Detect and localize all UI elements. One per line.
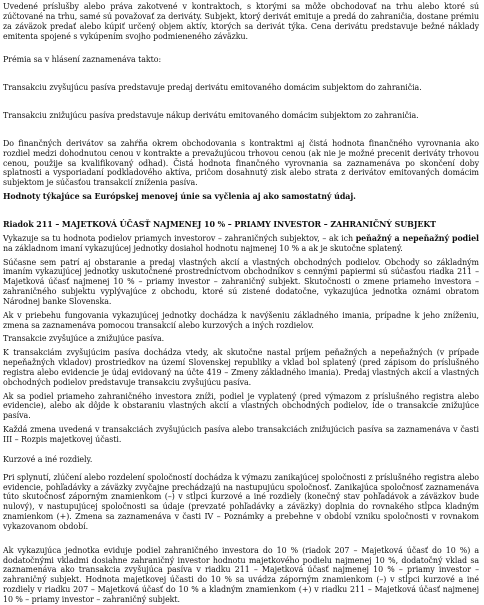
paragraph-reported-value-part2: na základnom imaní vykazujúcej jednotky dosiahol hodnotu najmenej 10 % a ak je skutočne splatený. <box>3 243 403 253</box>
paragraph-emu-values: Hodnoty týkajúce sa Európskej menovej únie sa vyčlenia aj ako samostatný údaj. <box>3 192 356 202</box>
paragraph-merger: Pri splynutí, zlúčení alebo rozdelení spoločností dochádza k výmazu zanikajúcej spoločnosti z príslušného registra alebo evidencie, pohľadávky a záväzky zvyčajne prechádzajú na nastupujúcu spoločnosť. Zanikajúca spoločnosť zaznamenáva túto skutočnosť záporným znamienkom (–) v stĺpci kurzové a iné rozdiely (konečný stav pohľadávok a záväzkov bude nulový), v nastupujúcej spoločnosti sa údaje (prevzaté pohľadávky a záväzky) doplnia do rovnakého stĺpca kladným znamienkom (+). Zmena sa zaznamenáva v časti IV – Poznámky a prebehne v období vzniku spoločnosti v rovnakom vykazovanom období. <box>3 472 479 531</box>
section-heading-row-211: Riadok 211 – MAJETKOVÁ ÚČASŤ NAJMENEJ 10 % – PRIAMY INVESTOR – ZAHRANIČNÝ SUBJEKT <box>3 219 436 229</box>
paragraph-capital-change: Ak v priebehu fungovania vykazujúcej jednotky dochádza k navýšeniu základného imania, prípadne k jeho zníženiu, zmena sa zaznamenáva pomocou transakcií alebo kurzových a iných rozdielov. <box>3 310 479 330</box>
paragraph-each-change: Každá zmena uvedená v transakciách zvyšujúcich pasíva alebo transakciách znižujúcich pasíva sa zaznamenáva v časti III – Rozpis majetkovej účasti. <box>3 425 479 444</box>
document-page <box>3 2 479 605</box>
paragraph-exchange-differences: Kurzové a iné rozdiely. <box>3 454 93 464</box>
paragraph-premia: Prémia sa v hlásení zaznamenáva takto: <box>3 55 162 65</box>
paragraph-reported-value-bold: peňažný a nepeňažný podiel <box>355 233 479 243</box>
paragraph-reported-value-part1: Vykazuje sa tu hodnota podielov priamych investorov – zahraničných subjektov, – ak ich <box>3 233 356 243</box>
paragraph-transaction-decrease: Transakciu znižujúcu pasíva predstavuje nákup derivátu emitovaného domácim subjektom zo zahraničia. <box>3 111 419 121</box>
paragraph-transaction-increase: Transakciu zvyšujúcu pasíva predstavuje predaj derivátu emitovaného domácim subjektom do zahraničia. <box>3 83 422 93</box>
paragraph-increase-transactions: K transakciám zvyšujúcim pasíva dochádza vtedy, ak skutočne nastal príjem peňažných a nepeňažných (v prípade nepeňažných vkladov) prostriedkov na území Slovenskej republiky a vklad bol splatený (pred zápisom do príslušného registra alebo evidencie je údaj evidovaný na účte 419 – Zmeny základného imania). Predaj vlastných akcií a vlastných obchodných podielov predstavuje transakciu zvyšujúcu pasíva. <box>3 348 479 387</box>
paragraph-financial-derivatives: Do finančných derivátov sa zahŕňa okrem obchodovania s kontraktmi aj čistá hodnota finančného vyrovnania ako rozdiel medzi dohodnutou cenou v kontrakte a prevažujúcou trhovou cenou (ak nie je možné precenit deriváty trhovou cenou, použije sa kvalifikovaný odhad). Čistá hodnota finančného vyrovnania sa zaznamenáva po skončení doby splatnosti a vysporiadaní podkladového aktíva, pričom dosahnutý zisk alebo strata z derivátov emitovaných domácim subjektom je súčasťou transakcií zníženia pasíva. <box>3 138 479 188</box>
paragraph-investor-threshold: Ak vykazujúca jednotka eviduje podiel zahraničného investora do 10 % (riadok 207 – Majetková účasť do 10 %) a dodatočnými vkladmi dosiahne zahraničný investor hodnotu majetkového podielu najmenej 10 %, dodatočný vklad sa zaznamenáva ako transakcia zvyšujúca pasíva v riadku 211 – Majetková účasť najmenej 10 % – priamy investor – zahraničný subjekt. Hodnota majetkovej účasti do 10 % sa uvádza záporným znamienkom (–) v stĺpci kurzové a iné rozdiely v riadku 207 – Majetková účasť do 10 % a kladným znamienkom (+) v riadku 211 – Majetková účasť najmenej 10 % – priamy investor – zahraničný subjekt. <box>3 545 479 604</box>
paragraph-own-shares: Súčasne sem patrí aj obstaranie a predaj vlastných akcií a vlastných obchodných podielov. Obchody so základným imaním vykazujúcej jednotky uskutočnené prostredníctvom obchodníkov s cennými papiermi sú súčasťou riadka 211 – Majetková účasť najmenej 10 % – priamy investor – zahraničný subjekt. Skutočnosti o zmene priameho investora – zahraničného subjektu vyplývajúce z obchodu, ktoré sú zistené dodatočne, vykazujúca jednotka oznámi obratom Národnej banke Slovenska. <box>3 257 479 306</box>
paragraph-transactions-title: Transakcie zvyšujúce a znižujúce pasíva. <box>3 334 165 344</box>
paragraph-decrease-transactions: Ak sa podiel priameho zahraničného investora zníži, podiel je vyplatený (pred výmazom z príslušného registra alebo evidencie), alebo ak dôjde k obstaraniu vlastných akcií a vlastných obchodných podielov, ide o transakcie znižujúce pasíva. <box>3 391 479 421</box>
paragraph-reported-value <box>3 234 479 254</box>
paragraph-intro: Uvedené príslušby alebo práva zakotvené v kontraktoch, s ktorými sa môže obchodovať na trhu alebo ktoré sú zúčtované na trhu, samé sú považovať za deriváty. Subjekt, ktorý derivát emituje a predá do zahraničia, dostane prémiu za záväzok predať alebo kúpiť určený objem aktív, ktorých sa derivát týka. Cena derivátu predstavuje bežné náklady emitenta spojené s vykúpením svojho podmieneného záväzku. <box>3 2 479 41</box>
